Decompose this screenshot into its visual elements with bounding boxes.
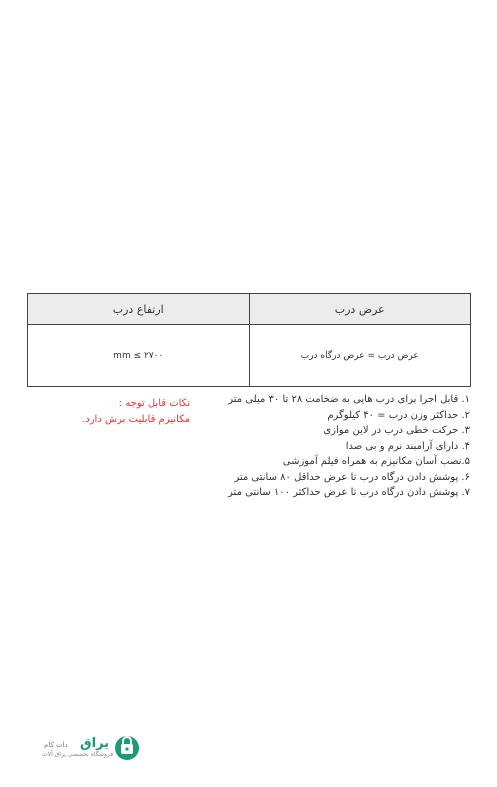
door-height-column xyxy=(28,294,250,386)
feature-item: ۶. پوشش دادن درگاه درب تا عرض حداقل ۸۰ سانتی متر xyxy=(234,471,470,483)
logo-dotcom: دات کام xyxy=(44,741,68,749)
notes-box xyxy=(60,396,190,428)
lock-logo-icon xyxy=(112,734,142,762)
door-height-header: ارتفاع درب xyxy=(28,294,249,325)
door-height-value: ۲۷۰۰ ≥ mm xyxy=(113,350,164,361)
brand-logo xyxy=(40,734,150,762)
feature-item: ۵.نصب آسان مکانیزم به همراه فیلم آموزشی xyxy=(282,456,470,467)
feature-item: ۱. قابل اجرا برای درب هایی به ضخامت ۲۸ تا ۳۰ میلی متر xyxy=(228,394,470,405)
door-width-value: عرض درب = عرض درگاه درب xyxy=(300,350,419,361)
logo-subtitle: فروشگاه تخصصی یراق آلات xyxy=(42,751,114,758)
door-width-column xyxy=(250,294,471,386)
logo-title: یراق xyxy=(80,736,110,751)
spec-table xyxy=(27,293,471,387)
feature-item: ۴. دارای آرامبند نرم و بی صدا xyxy=(345,440,470,452)
notes-text: مکانیزم قابلیت برش دارد. xyxy=(82,414,190,425)
feature-item: ۲. حداکثر وزن درب = ۴۰ کیلوگرم xyxy=(327,409,470,421)
feature-list xyxy=(230,392,470,501)
feature-item: ۳. حرکت خطی درب در لاین موازی xyxy=(323,425,470,436)
feature-item: ۷. پوشش دادن درگاه درب تا عرض حداکثر ۱۰۰ سانتی متر xyxy=(228,487,470,498)
door-width-header: عرض درب xyxy=(250,294,471,325)
notes-title: نکات قابل توجه : xyxy=(118,398,190,409)
